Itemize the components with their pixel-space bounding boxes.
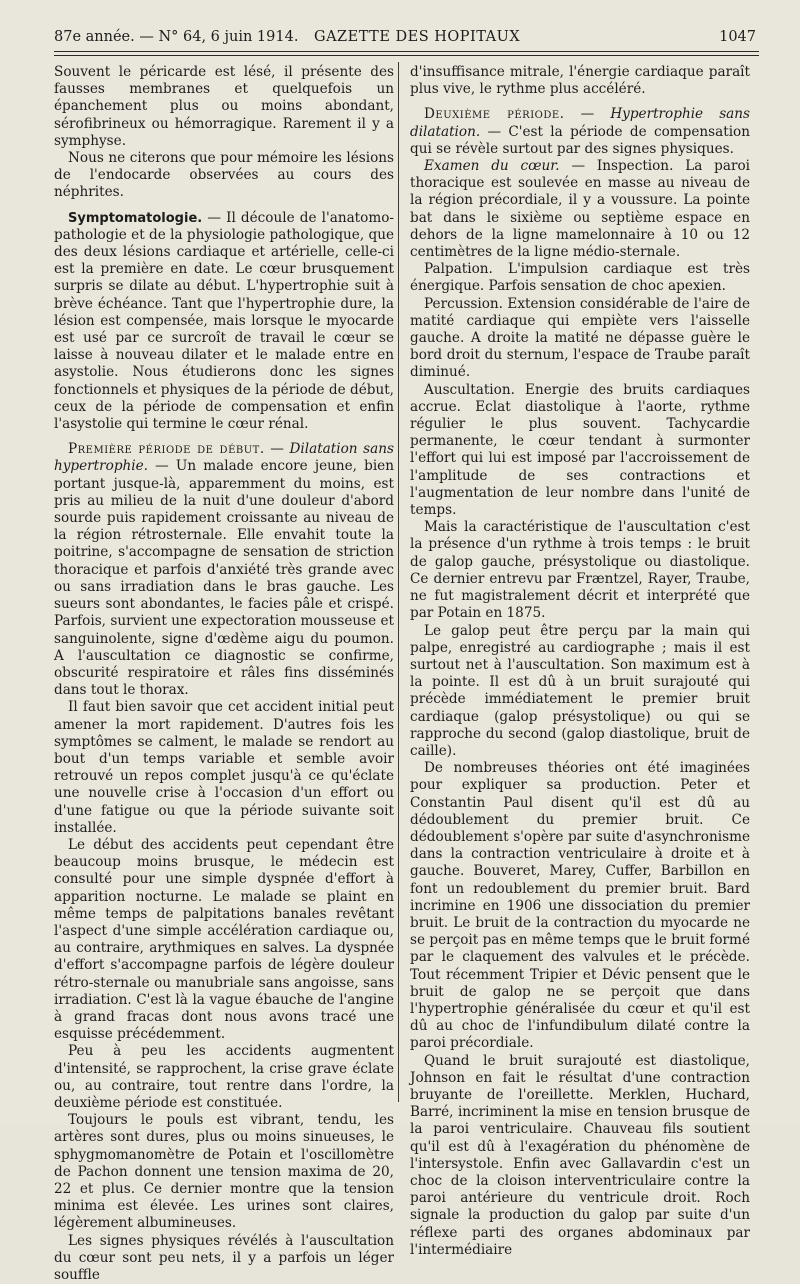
section-subheading: Hypertrophie sans dilatation. [410, 106, 751, 140]
paragraph-text: — Un malade encore jeune, bien portant jusque-là, apparemment du moins, est pris au milieu de la nuit d'une douleur d'abord sourde puis rapidement croissante au niveau de la région rétrosternale. Elle envahit toute la poitrine, s'accompagne de sensation de striction thoracique et parfois d'anxiété très grande avec ou sans irradiation dans le bras gauche. Les sueurs sont abondantes, le facies pâle et crispé. Parfois, survient une expectoration mousseuse et sanguinolente, signe d'œdème aigu du poumon. A l'auscultation ce diagnostic se confirme, obscurité respiratoire et râles fins disséminés dans tout le thorax. [54, 458, 394, 699]
paragraph-symptomatologie [54, 210, 394, 434]
paragraph-text: — Il découle de l'anatomo-pathologie et de la physiologie pathologique, que des deux lésions cardiaque et artérielle, celle-ci est la première en date. Le cœur brusquement surpris se dilate au début. L'hypertrophie suit à brève échéance. Tant que l'hypertrophie dure, la lésion est compensée, mais lorsque le myocarde est usé par ce surcroît de travail le cœur se laisse à nouveau dilater et le malade entre en asystolie. Nous étudierons donc les signes fonctionnels et physiques de la période de début, ceux de la période de compensation et enfin l'asystolie qui termine le cœur rénal. [54, 209, 394, 433]
heading-dash: — [264, 441, 290, 458]
page-number: 1047 [719, 29, 756, 45]
subsection-heading: Examen du cœur. [424, 158, 560, 175]
paragraph: Peu à peu les accidents augmentent d'intensité, se rapprochent, la crise grave éclate ou, au contraire, tout rentre dans l'ordre, la deuxième période est constituée. [54, 1043, 394, 1111]
paragraph: d'insuffisance mitrale, l'énergie cardiaque paraît plus vive, le rythme plus accéléré. [410, 64, 750, 98]
paragraph: Mais la caractéristique de l'auscultation c'est la présence d'un rythme à trois temps : le bruit de galop gauche, présystolique ou diastolique. Ce dernier entrevu par Fræntzel, Rayer, Traube, ne fut magistralement décrit et interprété que par Potain en 1875. [410, 519, 750, 622]
paragraph-text: — Inspection. La paroi thoracique est soulevée en masse au niveau de la région précordiale, il y a voussure. La pointe bat dans le sixième ou septième espace en dehors de la ligne mamelonnaire à 10 ou 12 centimètres de la ligne médio-sternale. [410, 158, 750, 261]
heading-dash: — [564, 106, 611, 123]
paragraph: Le début des accidents peut cependant être beaucoup moins brusque, le médecin est consulté pour une simple dyspnée d'effort à apparition nocturne. Le malade se plaint en même temps de palpitations banales revêtant l'aspect d'une simple accélération cardiaque ou, au contraire, arythmiques en salves. La dyspnée d'effort s'accompagne parfois de légère douleur rétro-sternale ou manubriale sans angoisse, sans irradiation. C'est là la vague ébauche de l'angine à grand fracas dont nous avons tracé une esquisse précédemment. [54, 836, 394, 1043]
paragraph: Palpation. L'impulsion cardiaque est très énergique. Parfois sensation de choc apexien. [410, 261, 750, 295]
section-heading: Deuxième période. [424, 106, 565, 123]
left-column [54, 64, 394, 1284]
paragraph: Percussion. Extension considérable de l'aire de matité cardiaque qui empiète vers l'aisselle gauche. A droite la matité ne dépasse guère le bord droit du sternum, l'espace de Traube paraît diminué. [410, 295, 750, 381]
paragraph: Auscultation. Energie des bruits cardiaques accrue. Eclat diastolique à l'aorte, rythme régulier le plus souvent. Tachycardie permanente, le cœur tendant à surmonter l'effort qui lui est imposé par l'accroissement de l'amplitude de ses contractions et l'augmentation de leur nombre dans l'unité de temps. [410, 381, 750, 519]
paragraph: Le galop peut être perçu par la main qui palpe, enregistré au cardiographe ; mais il est surtout net à l'auscultation. Son maximum est à la pointe. Il est dû à un bruit surajouté qui précède immédiatement le premier bruit cardiaque (galop présystolique) ou qui se rapproche du second (galop diastolique, bruit de caille). [410, 622, 750, 759]
section-heading: Symptomatologie. [68, 210, 203, 226]
right-column [410, 64, 750, 1259]
paragraph-deuxieme-periode [410, 106, 750, 158]
paragraph: De nombreuses théories ont été imaginées pour expliquer sa production. Peter et Constantin Paul disent qu'il est dû au dédoublement du premier bruit. Ce dédoublement s'opère par suite d'asynchronisme dans la contraction ventriculaire à droite et à gauche. Bouveret, Marey, Cuffer, Barbillon en font un redoublement du premier bruit. Bard incrimine en 1906 une dissociation du premier bruit. Le bruit de la contraction du myocarde ne se perçoit pas en même temps que le bruit formé par le claquement des valvules et le précède. Tout récemment Tripier et Dévic pensent que le bruit de galop ne se perçoit que dans l'hypertrophie généralisée du cœur et qu'il est dû au choc de l'infundibulum dilaté contre la paroi précordiale. [410, 760, 750, 1052]
header-rule-top [54, 51, 759, 52]
paragraph: Les signes physiques révélés à l'auscultation du cœur sont peu nets, il y a parfois un léger souffle [54, 1232, 394, 1284]
paragraph-examen [410, 158, 750, 261]
issue-info: 87e année. — N° 64, 6 juin 1914. [54, 29, 299, 45]
section-subheading: Dilatation sans hypertrophie. [54, 441, 394, 475]
paragraph: Quand le bruit surajouté est diastolique, Johnson en fait le résultat d'une contraction bruyante de l'oreillette. Merklen, Huchard, Barré, incriminent la mise en tension brusque de la paroi ventriculaire. Chauveau fils soutient qu'il est dû à l'exagération du phénomène de l'intersystole. Enfin avec Gallavardin c'est un choc de la cloison interventriculaire contre la paroi antérieure du ventricule droit. Roch signale la production du galop par suite d'un réflexe parti des organes abdominaux par l'intermédiaire [410, 1052, 750, 1258]
journal-title: GAZETTE DES HOPITAUX [314, 29, 521, 45]
paragraph-text: — C'est la période de compensation qui se révèle surtout par des signes physiques. [410, 123, 750, 157]
paragraph: Toujours le pouls est vibrant, tendu, les artères sont dures, plus ou moins sinueuses, le sphygmomanomètre de Potain et l'oscillomètre de Pachon donnent une tension maxima de 20, 22 et plus. Ce dernier montre que la tension minima est élevée. Les urines sont claires, légèrement albumineuses. [54, 1112, 394, 1232]
column-divider [398, 62, 399, 1102]
paragraph-premiere-periode [54, 441, 394, 699]
paragraph: Il faut bien savoir que cet accident initial peut amener la mort rapidement. D'autres fois les symptômes se calment, le malade se rendort au bout d'un temps variable et semble avoir retrouvé un repos complet jusqu'à ce qu'éclate une nouvelle crise à l'occasion d'un effort ou d'une fatigue ou que la période suivante soit installée. [54, 699, 394, 836]
running-header [54, 26, 756, 48]
header-rule-bottom [54, 55, 759, 56]
section-heading: Première période de début. [68, 441, 265, 458]
paragraph: Nous ne citerons que pour mémoire les lésions de l'endocarde observées au cours des néphrites. [54, 150, 394, 201]
paragraph: Souvent le péricarde est lésé, il présente des fausses membranes et quelquefois un épanchement plus ou moins abondant, sérofibrineux ou hémorragique. Rarement il y a symphyse. [54, 64, 394, 149]
